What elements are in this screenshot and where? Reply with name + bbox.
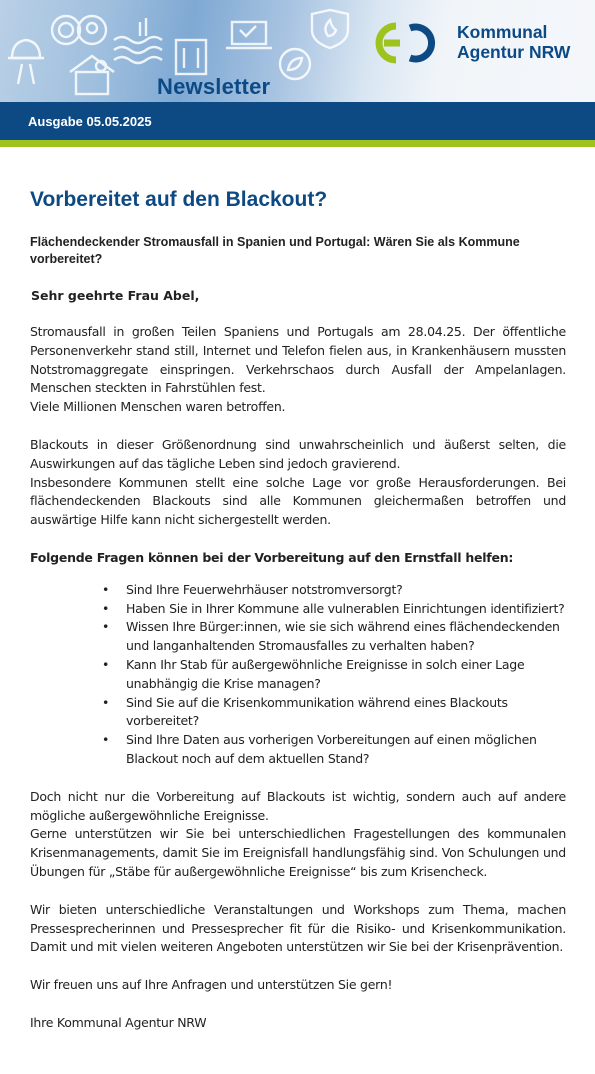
paragraph: Wir freuen uns auf Ihre Anfragen und unterstützen Sie gern! xyxy=(30,977,393,993)
paragraph: Gerne unterstützen wir Sie bei unterschiedlichen Fragestellungen des kommunalen Krisenmanagements, damit Sie im Ereignisfall handlungsfähig sind. Von Schulungen und Übungen für „Stäbe für außergewöhnliche Ereignisse“ bis zum Krisencheck. xyxy=(30,826,566,879)
newsletter-label: Newsletter xyxy=(157,74,271,99)
paragraph: Insbesondere Kommunen stellt eine solche Lage vor große Herausforderungen. Bei flächendeckenden Blackouts sind alle Kommunen gleichermaßen betroffen und auswärtige Hilfe kann nicht sichergestellt werden. xyxy=(30,474,566,528)
list-item: • Sind Ihre Daten aus vorherigen Vorbereitungen auf einen möglichen Blackout noch auf dem aktuellen Stand? xyxy=(102,731,566,769)
paragraph: Wir bieten unterschiedliche Veranstaltungen und Workshops zum Thema, machen Pressesprecherinnen und Pressesprecher fit für die Risiko- und Krisenkommunikation. Damit und mit vielen weiteren Angeboten unterstützen wir Sie bei der Krisenprävention. xyxy=(30,901,566,955)
paragraph: Doch nicht nur die Vorbereitung auf Blackouts ist wichtig, sondern auch auf andere mögliche außergewöhnliche Ereignisse. xyxy=(30,788,566,823)
article-body xyxy=(30,188,566,1033)
brand-line-2: Agentur NRW xyxy=(457,42,571,62)
paragraph: Stromausfall in großen Teilen Spaniens und Portugals am 28.04.25. Der öffentliche Personenverkehr stand still, Internet und Telefon fielen aus, in Krankenhäusern mussten Notstromaggregate einspringen. Verkehrschaos durch Ausfall der Ampelanlagen. Menschen steckten in Fahrstühlen fest. xyxy=(30,324,566,396)
questions-list xyxy=(102,581,566,769)
shield-flame-icon xyxy=(312,10,348,48)
questions-lead: Folgende Fragen können bei der Vorbereitung auf den Ernstfall helfen: xyxy=(30,549,514,565)
house-tools-icon xyxy=(70,56,114,94)
paragraph: Blackouts in dieser Größenordnung sind unwahrscheinlich und äußerst selten, die Auswirkungen auf das tägliche Leben sind jedoch gravierend. xyxy=(30,436,566,471)
list-item: • Sind Sie auf die Krisenkommunikation während eines Blackouts vorbereitet? xyxy=(102,694,566,732)
water-waves-icon xyxy=(114,18,162,63)
helmet-icon xyxy=(8,40,44,84)
article-title: Vorbereitet auf den Blackout? xyxy=(30,188,328,211)
salutation: Sehr geehrte Frau Abel, xyxy=(31,288,200,303)
laptop-icon xyxy=(226,22,272,48)
brand-line-1: Kommunal xyxy=(457,22,548,42)
list-item: • Sind Ihre Feuerwehrhäuser notstromversorgt? xyxy=(102,581,566,600)
issue-bar xyxy=(0,102,595,140)
list-item: • Haben Sie in Ihrer Kommune alle vulnerablen Einrichtungen identifiziert? xyxy=(102,600,566,619)
green-divider xyxy=(0,140,595,147)
article-subtitle: Flächendeckender Stromausfall in Spanien und Portugal: Wären Sie als Kommune vorbereitet? xyxy=(30,235,520,266)
building-icon xyxy=(176,40,206,74)
brand-name xyxy=(457,22,570,62)
issue-date: Ausgabe 05.05.2025 xyxy=(28,114,152,129)
newsletter-header xyxy=(0,0,595,102)
list-item: • Kann Ihr Stab für außergewöhnliche Ereignisse in solch einer Lage unabhängig die Krise managen? xyxy=(102,656,566,694)
eco-plug-icon xyxy=(280,49,310,79)
list-item: • Wissen Ihre Bürger:innen, wie sie sich während eines flächendeckenden und langanhaltenden Stromausfalles zu verhalten haben? xyxy=(102,618,566,656)
paragraph: Viele Millionen Menschen waren betroffen. xyxy=(30,399,286,415)
signoff: Ihre Kommunal Agentur NRW xyxy=(30,1014,207,1030)
brand-logo-icon xyxy=(379,26,432,60)
headset-person-icon xyxy=(52,16,106,44)
